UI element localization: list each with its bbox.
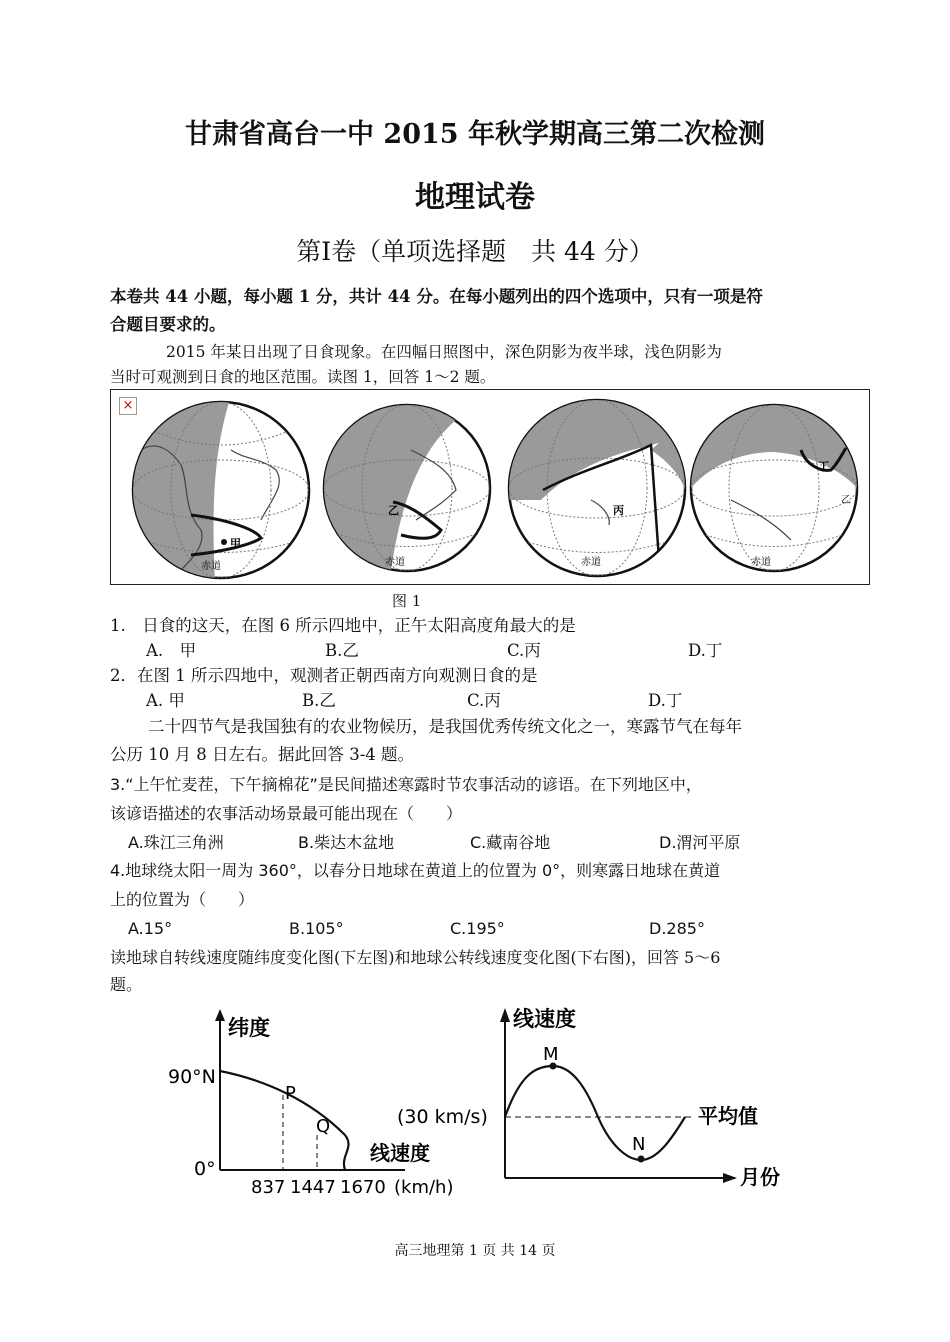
right-y-arrow (500, 1008, 510, 1022)
q2-option-a: A. 甲 (146, 691, 185, 710)
right-y-value-label: (30 km/s) (397, 1106, 488, 1128)
point-p-label: P (285, 1083, 296, 1104)
globe-2-point-label: 乙 (388, 504, 399, 517)
intro-eclipse-line-1: 2015 年某日出现了日食现象。在四幅日照图中，深色阴影为夜半球，浅色阴影为 (166, 343, 722, 361)
globe-3-equator-label: 赤道 (581, 557, 601, 568)
tick-1447: 1447 (290, 1177, 336, 1198)
globe-4-point-label-2: 乙 (841, 495, 851, 506)
q1-option-d: D.丁 (688, 641, 723, 660)
q2-option-c: C.丙 (467, 691, 501, 710)
intro-solar-terms-line-2: 公历 10 月 8 日左右。据此回答 3-4 题。 (110, 745, 415, 764)
globe-3-point-label: 丙 (613, 504, 624, 517)
globe-2 (324, 404, 490, 571)
tick-1670: 1670 (340, 1177, 386, 1198)
intro-velocity-line-1: 读地球自转线速度随纬度变化图(下左图)和地球公转线速度变化图(下右图)，回答 5～6 (110, 948, 721, 967)
q4-stem-line-2: 上的位置为（ ） (110, 890, 255, 909)
intro-solar-terms-line-1: 二十四节气是我国独有的农业物候历，是我国优秀传统文化之一，寒露节气在每年 (148, 717, 742, 736)
q2-option-d: D.丁 (648, 691, 683, 710)
left-y-arrow (215, 1009, 225, 1021)
q4-option-d: D.285° (649, 919, 705, 938)
point-m-label: M (543, 1044, 559, 1065)
q3-option-a: A.珠江三角洲 (128, 833, 224, 852)
intro-eclipse-line-2: 当时可观测到日食的地区范围。读图 1，回答 1～2 题。 (110, 368, 496, 386)
broken-image-icon: × (119, 397, 137, 415)
left-xlabel: 线速度 (370, 1141, 430, 1165)
q2-option-b: B.乙 (302, 691, 336, 710)
point-q-label: Q (316, 1116, 331, 1137)
right-x-arrow (723, 1173, 737, 1183)
figure-1-frame (110, 389, 870, 585)
q1-stem: 1. 日食的这天，在图 6 所示四地中，正午太阳高度角最大的是 (110, 616, 576, 635)
exam-title: 甘肃省高台一中 2015 年秋学期高三第二次检测 (185, 119, 765, 150)
average-label: 平均值 (698, 1104, 758, 1128)
globe-1-point-label: 甲 (230, 537, 241, 550)
globe-3 (509, 400, 685, 576)
globe-1-equator-label: 赤道 (201, 561, 221, 572)
globe-4 (691, 405, 857, 571)
globe-4-point-label: 丁 (818, 460, 829, 473)
q4-option-b: B.105° (289, 919, 344, 938)
q2-stem: 2．在图 1 所示四地中，观测者正朝西南方向观测日食的是 (110, 666, 538, 685)
q4-option-c: C.195° (450, 919, 505, 938)
point-n-label: N (632, 1134, 646, 1155)
section-title: 第Ⅰ卷（单项选择题 共 44 分） (296, 237, 654, 266)
left-ylabel: 纬度 (228, 1016, 270, 1040)
left-y-zero-label: 0° (194, 1158, 216, 1180)
instructions-line-2: 合题目要求的。 (110, 315, 226, 334)
right-ylabel: 线速度 (513, 1007, 576, 1031)
q1-option-c: C.丙 (507, 641, 541, 660)
subject-title: 地理试卷 (415, 180, 535, 215)
point-n-marker (638, 1156, 645, 1163)
q3-option-d: D.渭河平原 (659, 833, 741, 852)
q3-option-b: B.柴达木盆地 (298, 833, 395, 852)
globe-2-equator-label: 赤道 (385, 557, 405, 568)
page-footer: 高三地理第 1 页 共 14 页 (394, 1243, 556, 1259)
q3-option-c: C.藏南谷地 (470, 833, 551, 852)
revolution-velocity-curve (505, 1066, 685, 1160)
q1-option-b: B.乙 (325, 641, 359, 660)
revolution-velocity-chart (395, 1000, 795, 1200)
instructions-line-1: 本卷共 44 小题，每小题 1 分，共计 44 分。在每小题列出的四个选项中，只有一项是符 (110, 287, 763, 306)
globe-1 (133, 402, 309, 582)
figure-1-globes (111, 390, 868, 583)
q4-stem-line-1: 4.地球绕太阳一周为 360°，以春分日地球在黄道上的位置为 0°，则寒露日地球在黄道 (110, 861, 721, 880)
q4-option-a: A.15° (128, 919, 173, 938)
figure-1-caption: 图 1 (392, 592, 422, 610)
q3-stem-line-1: 3.“上午忙麦茬，下午摘棉花”是民间描述寒露时节农事活动的谚语。在下列地区中， (110, 775, 702, 794)
tick-837: 837 (251, 1177, 286, 1198)
intro-velocity-line-2: 题。 (110, 975, 143, 994)
globe-4-equator-label: 赤道 (751, 557, 771, 568)
q3-stem-line-2: 该谚语描述的农事活动场景最可能出现在（ ） (110, 804, 463, 823)
right-xlabel: 月份 (740, 1165, 780, 1189)
left-unit-label: (km/h) (394, 1177, 454, 1198)
left-y-top-label: 90°N (168, 1066, 216, 1088)
q1-option-a: A. 甲 (146, 641, 197, 660)
